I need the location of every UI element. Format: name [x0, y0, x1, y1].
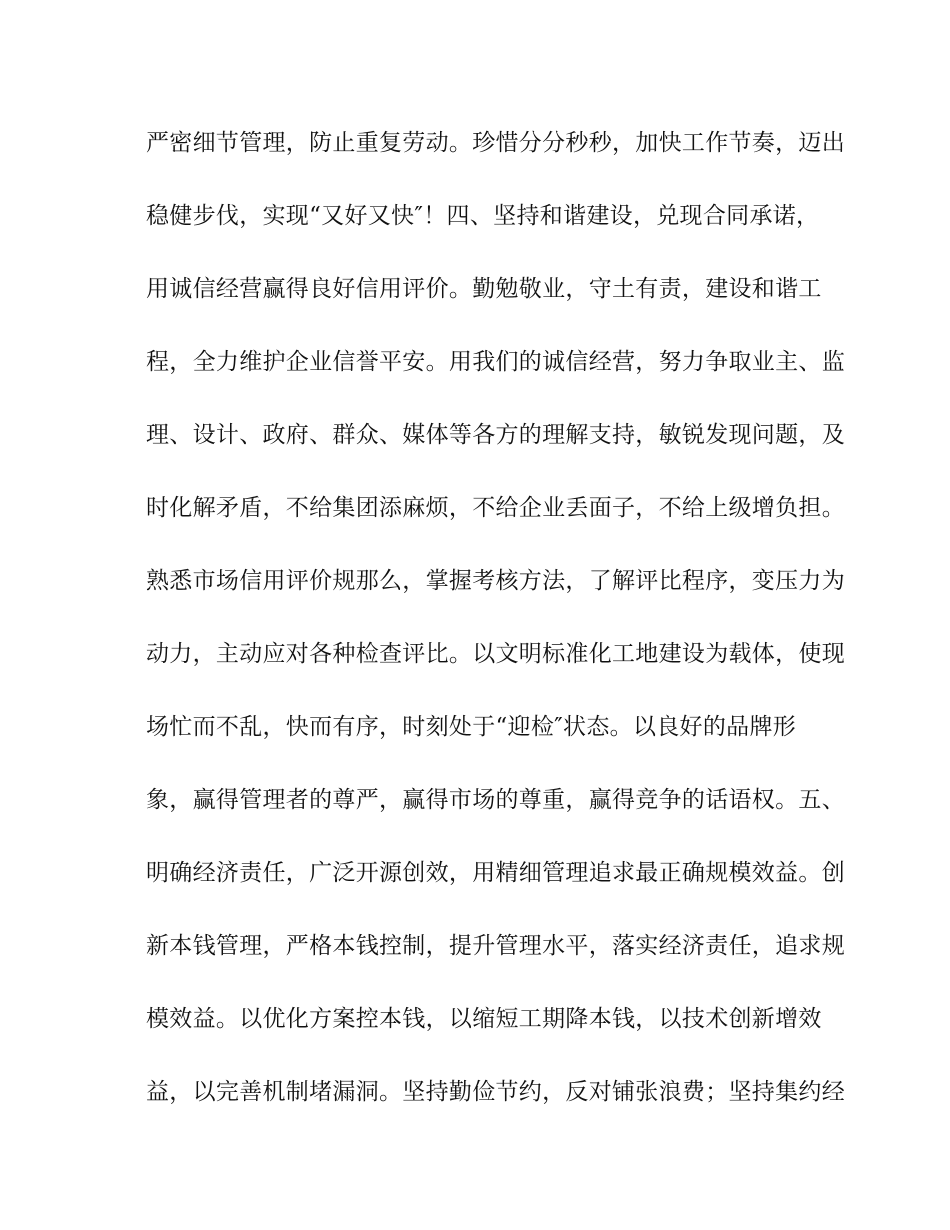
text-line: 时化解矛盾，不给集团添麻烦，不给企业丢面子，不给上级增负担。: [146, 495, 845, 521]
text-line: 用诚信经营赢得良好信用评价。勤勉敬业，守土有责，建设和谐工: [146, 276, 822, 302]
text-line: 明确经济责任，广泛开源创效，用精细管理追求最正确规模效益。创: [146, 860, 845, 886]
text-line: 稳健步伐，实现“又好又快″！四、坚持和谐建设，兑现合同承诺，: [146, 203, 820, 229]
body-text: [146, 118, 845, 1140]
text-line: 新本钱管理，严格本钱控制，提升管理水平，落实经济责任，追求规: [146, 933, 845, 959]
text-line: 动力，主动应对各种检查评比。以文明标准化工地建设为载体，使现: [146, 641, 845, 667]
text-line: 理、设计、政府、群众、媒体等各方的理解支持，敏锐发现问题，及: [146, 422, 845, 448]
text-line: 严密细节管理，防止重复劳动。珍惜分分秒秒，加快工作节奏，迈出: [146, 130, 845, 156]
text-line: 模效益。以优化方案控本钱，以缩短工期降本钱，以技术创新增效: [146, 1006, 822, 1032]
text-line: 益，以完善机制堵漏洞。坚持勤俭节约，反对铺张浪费；坚持集约经: [146, 1079, 845, 1105]
text-line: 象，赢得管理者的尊严，赢得市场的尊重，赢得竞争的话语权。五、: [146, 787, 845, 813]
text-line: 熟悉市场信用评价规那么，掌握考核方法，了解评比程序，变压力为: [146, 568, 845, 594]
text-line: 场忙而不乱，快而有序，时刻处于“迎检″状态。以良好的品牌形: [146, 714, 797, 740]
text-line: 程，全力维护企业信誉平安。用我们的诚信经营，努力争取业主、监: [146, 349, 845, 375]
